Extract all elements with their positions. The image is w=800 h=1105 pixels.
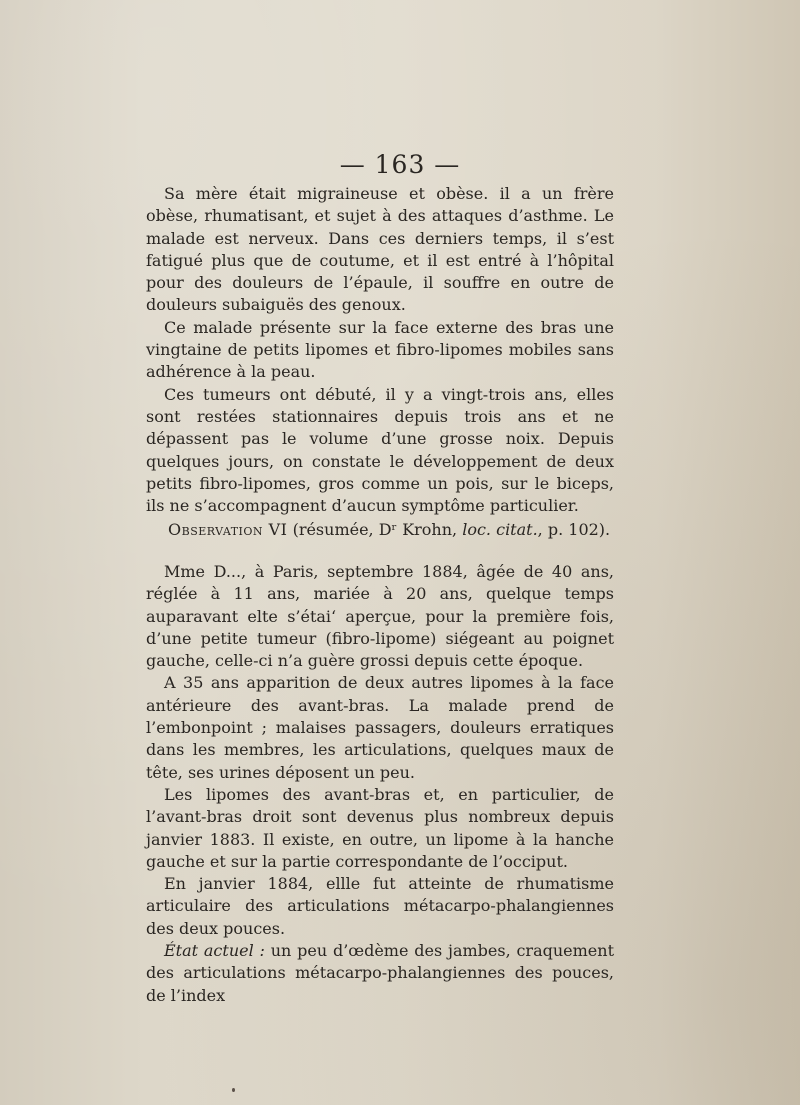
paragraph-tumor-evolution: Ces tumeurs ont débuté, il y a vingt-trois ans, elles sont restées stationnaires depuis trois ans et ne dépassent pas le volume d’une grosse noix. Depuis quelques jours, on constate le développement de deux petits fibro-lipomes, gros comme un pois, sur le biceps, ils ne s’accompagnent d’aucun symptôme particulier. — [146, 384, 614, 516]
current-state-label: État actuel : — [164, 941, 265, 961]
observation-loc-cit: loc. citat. — [462, 520, 538, 539]
text-block-observation — [146, 561, 614, 1007]
observation-heading — [168, 520, 628, 539]
paragraph-rheumatism: En janvier 1884, ellle fut atteinte de rhumatisme articulaire des articulations métacarpo-phalangiennes des deux pouces. — [146, 874, 614, 938]
observation-label: Observation VI — [168, 520, 288, 539]
paragraph-new-lipomes: A 35 ans apparition de deux autres lipomes à la face antérieure des avant-bras. La malade prend de l’embonpoint ; malaises passagers, douleurs erratiques dans les membres, les articulations, quelques maux de tête, ses urines déposent un peu. — [146, 673, 614, 782]
paragraph-patient-intro: Mme D..., à Paris, septembre 1884, âgée de 40 ans, réglée à 11 ans, mariée à 20 ans, quelque temps auparavant elte s’étai‘ aperçue, pour la première fois, d’une petite tumeur (fibro-lipome) siégeant au poignet gauche, celle-ci n’a guère grossi depuis cette époque. — [146, 562, 614, 671]
paragraph-family-history: Sa mère était migraineuse et obèse. il a un frère obèse, rhumatisant, et sujet à des attaques d’asthme. Le malade est nerveux. Dans ces derniers temps, il s’est fatigué plus que de coutume, et il est entré à l’hôpital pour des douleurs de l’épaule, il souffre en outre de douleurs subaiguës des genoux. — [146, 184, 614, 315]
paragraph-lipomes-increase: Les lipomes des avant-bras et, en particulier, de l’avant-bras droit sont devenus plus nombreux depuis janvier 1883. Il existe, en outre, un lipome à la hanche gauche et sur la partie correspondante de l’occiput. — [146, 784, 614, 871]
text-block-case-history — [146, 183, 614, 517]
paragraph-lipomes-description: Ce malade présente sur la face externe des bras une vingtaine de petits lipomes et fibro-lipomes mobiles sans adhérence à la peau. — [146, 317, 614, 382]
observation-source-prefix: (résumée, Dʳ Krohn, — [287, 520, 463, 539]
paragraph-current-state — [146, 940, 614, 1007]
page-number: — 163 — — [339, 150, 461, 179]
observation-source-suffix: , p. 102). — [537, 520, 611, 539]
current-state-text: un peu d’œdème des jambes, craquement des articulations métacarpo-phalangiennes des pouces, de l’index — [146, 941, 614, 1005]
paper-speck — [232, 1088, 235, 1092]
